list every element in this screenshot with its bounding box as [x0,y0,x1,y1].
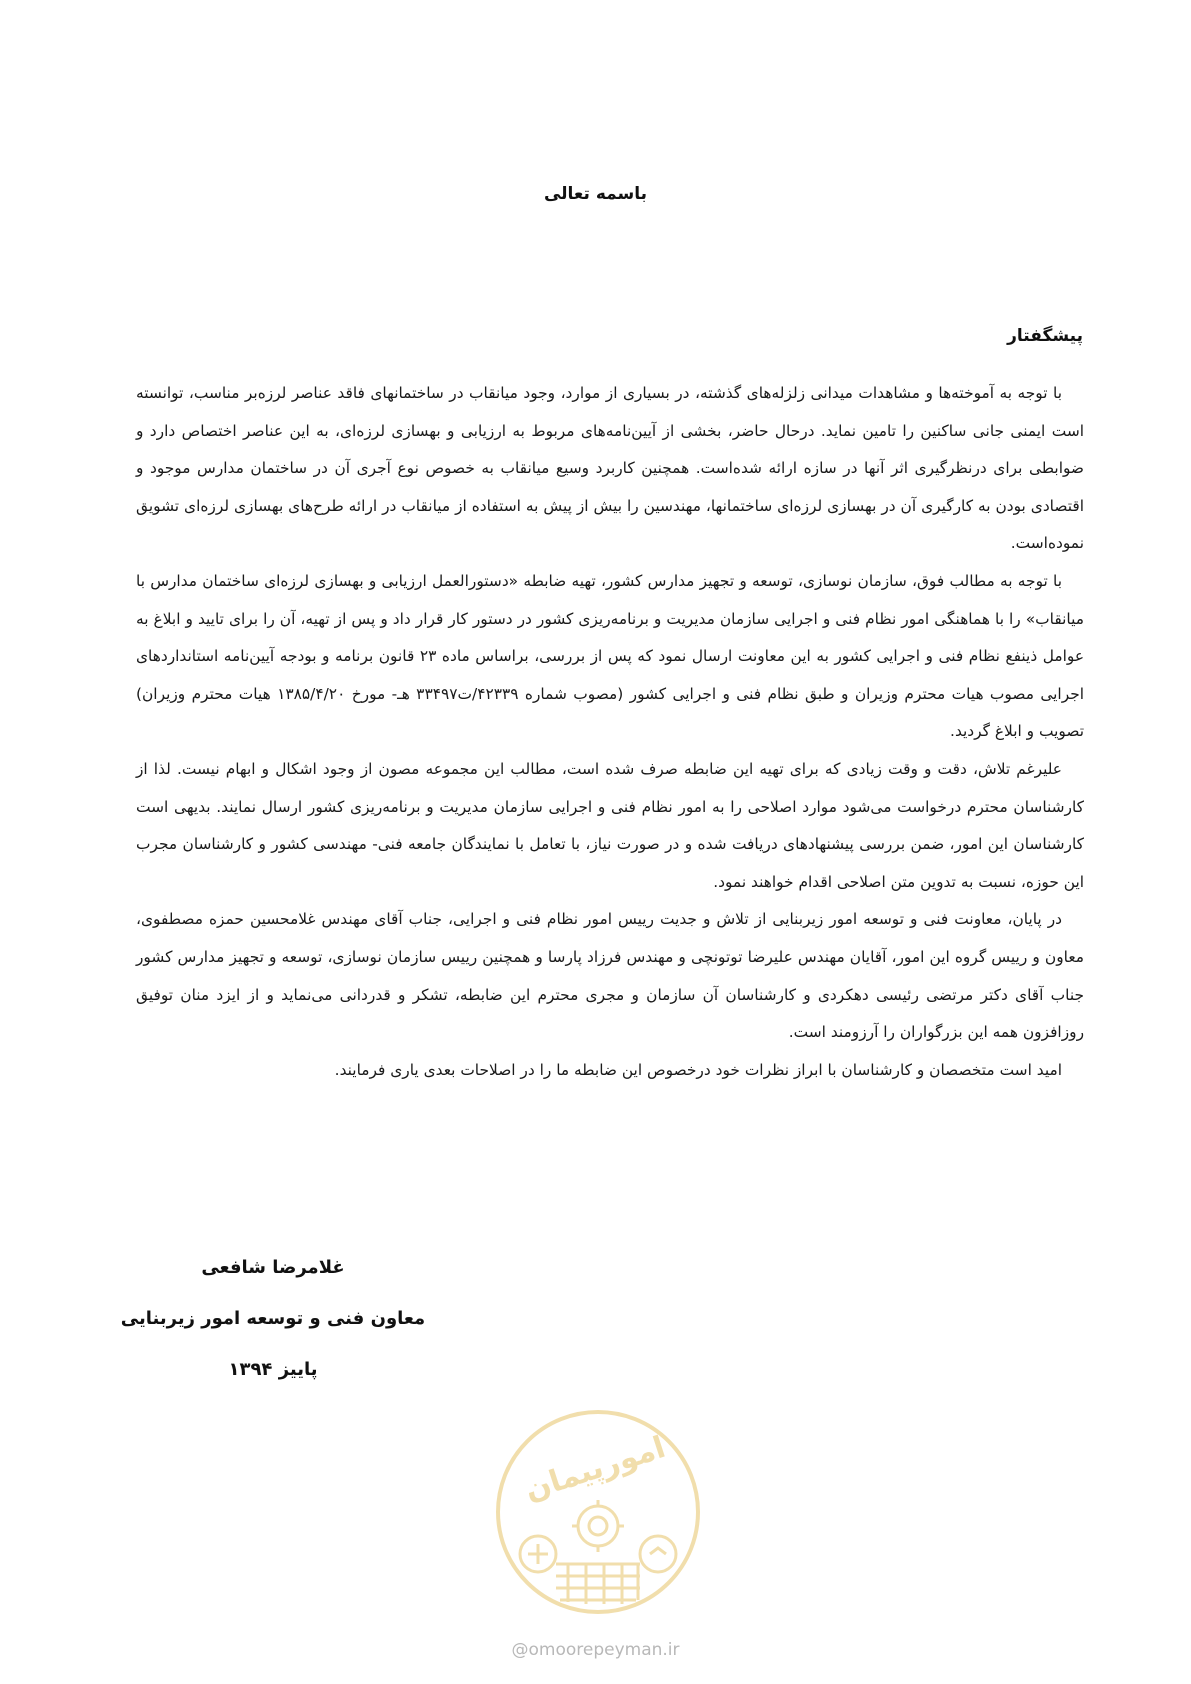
watermark-url: @omoorepeyman.ir [511,1640,680,1660]
logo-lettering: امورپیمان [520,1429,670,1509]
paragraph-4: در پایان، معاونت فنی و توسعه امور زیربنایی از تلاش و جدیت رییس امور نظام فنی و اجرایی، جناب آقای مهندس غلامحسین حمزه مصطفوی، معاون و رییس گروه این امور، آقایان مهندس علیرضا توتونچی و مهندس فرزاد پارسا و همچنین رییس سازمان نوسازی، توسعه و تجهیز مدارس کشور جناب آقای دکتر مرتضی رئیسی دهکردی و کارشناسان آن سازمان و مجری محترم این ضابطه، تشکر و قدردانی می‌نماید و از ایزد منان توفیق روزافزون همه این بزرگواران را آرزومند است. [136,910,1084,1042]
signature-block [108,1242,438,1395]
paragraph-1: با توجه به آموخته‌ها و مشاهدات میدانی زلزله‌های گذشته، در بسیاری از موارد، وجود میانقاب در ساختمانهای فاقد عناصر لرزه‌بر مناسب، توانسته است ایمنی جانی ساکنین را تامین نماید. درحال حاضر، بخشی از آیین‌نامه‌های مربوط به ارزیابی و بهسازی لرزه‌ای، به این عناصر اختصاص دارد و ضوابطی برای درنظرگیری اثر آنها در سازه ارائه شده‌است. همچنین کاربرد وسیع میانقاب به خصوص نوع آجری آن در ساختمان مدارس موجود و اقتصادی بودن به کارگیری آن در بهسازی لرزه‌ای ساختمانها، مهندسین را بیش از پیش به استفاده از میانقاب در ارائه طرح‌های بهسازی لرزه‌ای تشویق نموده‌است. [136,384,1084,553]
bismillah-heading: باسمه تعالی [543,184,648,204]
watermark-logo [490,1404,706,1620]
signatory-name: غلامرضا شافعی [201,1257,345,1278]
paragraph-2: با توجه به مطالب فوق، سازمان نوسازی، توسعه و تجهیز مدارس کشور، تهیه ضابطه «دستورالعمل ارزیابی و بهسازی لرزه‌ای ساختمان مدارس با میانقاب» را با هماهنگی امور نظام فنی و اجرایی سازمان مدیریت و برنامه‌ریزی کشور در دستور کار قرار داد و پس از تهیه، آن را برای تایید و ابلاغ به عوامل ذینفع نظام فنی و اجرایی کشور به این معاونت ارسال نمود که پس از بررسی، براساس ماده ۲۳ قانون برنامه و بودجه آیین‌نامه استانداردهای اجرایی مصوب هیات محترم وزیران و طبق نظام فنی و اجرایی کشور (مصوب شماره ۴۲۳۳۹/ت۳۳۴۹۷ هـ- مورخ ۱۳۸۵/۴/۲۰ هیات محترم وزیران) تصویب و ابلاغ گردید. [136,571,1085,741]
paragraph-3: علیرغم تلاش، دقت و وقت زیادی که برای تهیه این ضابطه صرف شده است، مطالب این مجموعه مصون از وجود اشکال و ابهام نیست. لذا از کارشناسان محترم درخواست می‌شود موارد اصلاحی را به امور نظام فنی و اجرایی سازمان مدیریت و برنامه‌ریزی کشور ارسال نمایند. بدیهی است کارشناسان این امور، ضمن بررسی پیشنهادهای دریافت شده و در صورت نیاز، با تعامل با نمایندگان جامعه فنی- مهندسی کشور و کارشناسان مجرب این حوزه، نسبت به تدوین متن اصلاحی اقدام خواهند نمود. [136,759,1084,891]
signatory-position: معاون فنی و توسعه امور زیربنایی [120,1308,426,1329]
signature-date: پاییز ۱۳۹۴ [228,1359,318,1380]
paragraph-5: امید است متخصصان و کارشناسان با ابراز نظرات خود درخصوص این ضابطه ما را در اصلاحات بعدی یاری فرمایند. [334,1060,1062,1079]
section-title: پیشگفتار [1007,326,1083,346]
foreword-body [136,375,1084,1089]
